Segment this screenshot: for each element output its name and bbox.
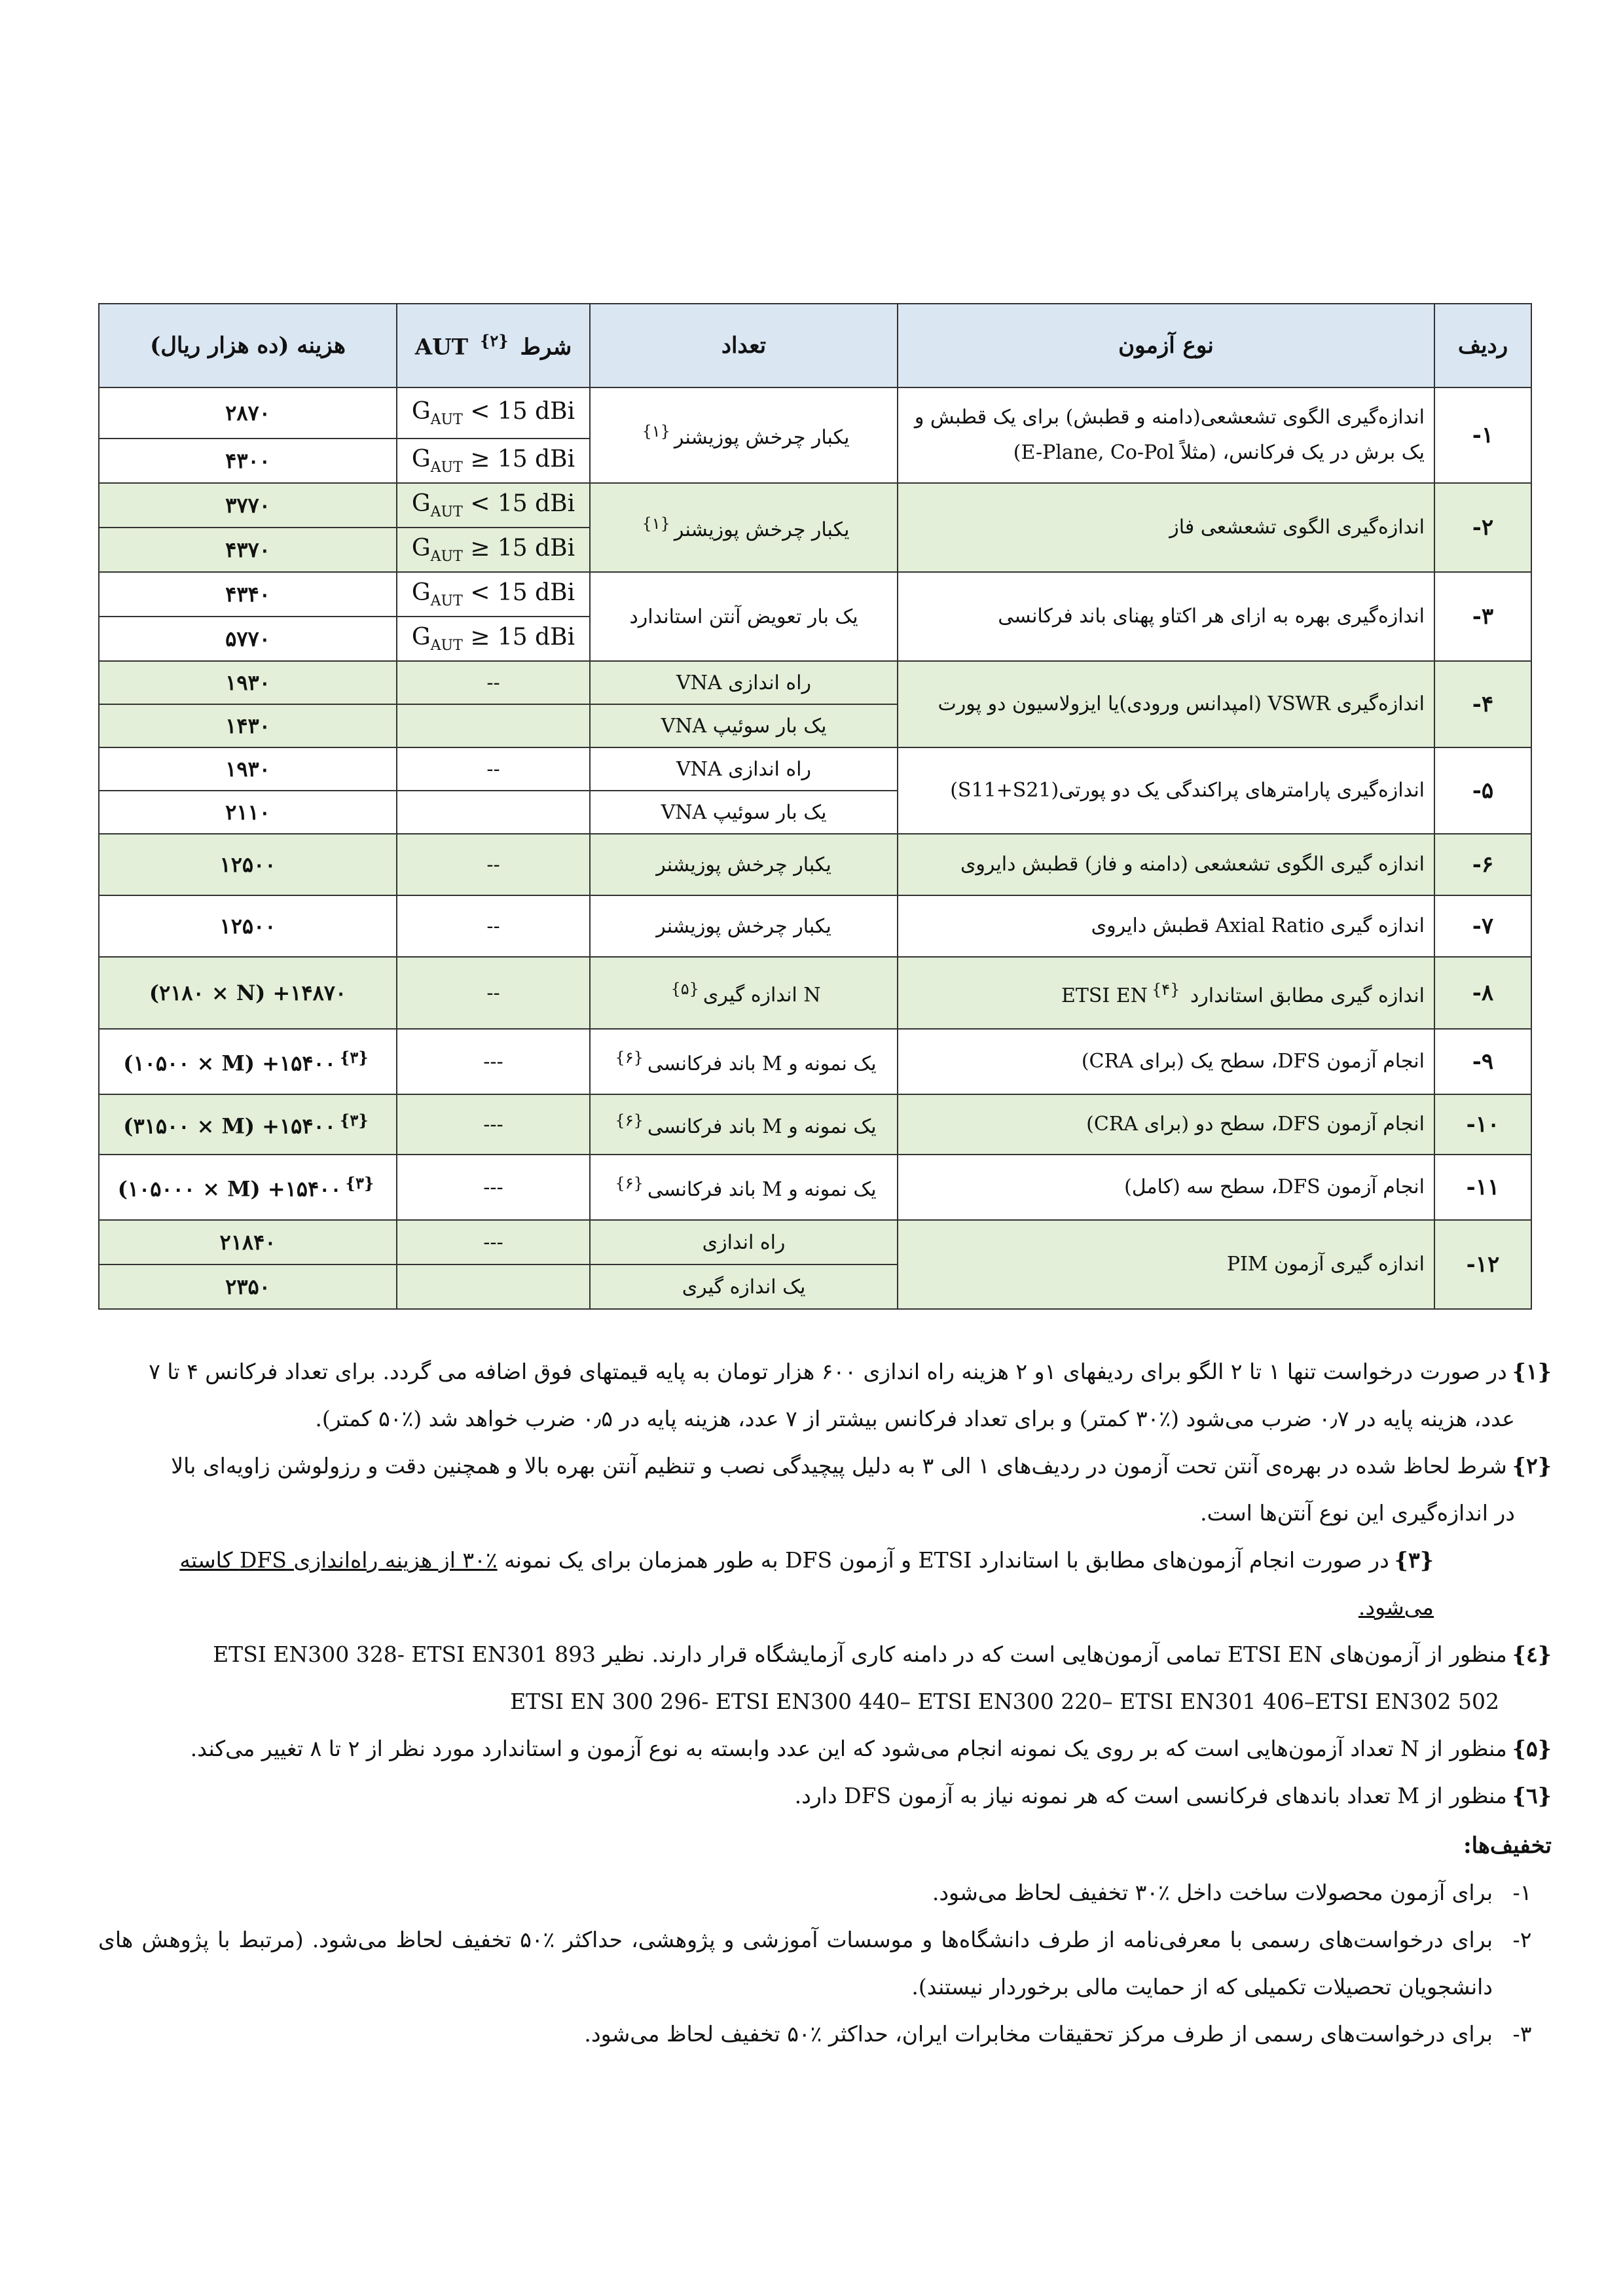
discount-number: ۳- — [1512, 2021, 1532, 2047]
price-table — [98, 303, 1532, 1310]
footnote-5 — [98, 1725, 1552, 1772]
row-number: ۱۱- — [1434, 1155, 1531, 1220]
row-number: ۱۲- — [1434, 1220, 1531, 1309]
footnote-text-underlined: ٪۳۰ از هزینه راه‌اندازی DFS کاسته می‌شود. — [179, 1547, 1434, 1620]
count-cell: یک اندازه گیری — [590, 1265, 898, 1309]
footnote-text-cont: عدد، هزینه پایه در ۰٫۷ ضرب می‌شود (٪۳۰ کمتر) و برای تعداد فرکانس بیشتر از ۷ عدد، هزینه پایه در ۰٫۵ ضرب خواهد شد (٪۵۰ کمتر). — [315, 1406, 1515, 1431]
footnote-2 — [98, 1443, 1552, 1537]
row-number: ۶- — [1434, 834, 1531, 895]
cost-cell: ۴۳۴۰ — [99, 572, 397, 617]
footnote-text: منظور از M تعداد باندهای فرکانسی است که هر نمونه نیاز به آزمون DFS دارد. — [794, 1783, 1507, 1808]
header-row-no: ردیف — [1434, 304, 1531, 387]
cost-cell: ۳۷۷۰ — [99, 483, 397, 528]
footnote-text: منظور از آزمون‌های ETSI EN تمامی آزمون‌هایی است که در دامنه کاری آزمایشگاه قرار دارند. نظیر ETSI EN300 328- ETSI EN301 893 — [213, 1641, 1507, 1667]
condition-cell — [397, 387, 590, 439]
condition-cell — [397, 483, 590, 528]
count-cell — [590, 387, 898, 483]
cost-cell: ۲۱۸۴۰ — [99, 1220, 397, 1265]
row-number: ۳- — [1434, 572, 1531, 661]
count-cell: یکبار چرخش پوزیشنر — [590, 834, 898, 895]
condition-cell — [397, 528, 590, 572]
discount-text: برای درخواست‌های رسمی با معرفی‌نامه از طرف دانشگاه‌ها و موسسات آموزشی و پژوهشی، حداکثر ٪۵۰ تخفیف لحاظ می‌شود. (مرتبط با پژوهش های دانشجویان تحصیلات تکمیلی که از حمایت مالی برخوردار نیستند). — [98, 1927, 1493, 2000]
footnote-1 — [98, 1348, 1552, 1443]
cost-cell: ۲۱۱۰ — [99, 791, 397, 834]
cost-cell — [99, 1155, 397, 1220]
gain-symbol: G — [411, 623, 431, 651]
gain-sub: AUT — [430, 504, 463, 521]
cost-cell: ۱۲۵۰۰ — [99, 895, 397, 957]
gain-threshold: < 15 dBi — [462, 397, 575, 425]
condition-cell: --- — [397, 1094, 590, 1155]
table-row — [99, 957, 1531, 1029]
row-number: ۵- — [1434, 747, 1531, 834]
cost-cell: ۲۸۷۰ — [99, 387, 397, 439]
cost-cell: ۱۲۵۰۰ — [99, 834, 397, 895]
discounts-title: تخفیف‌ها: — [1463, 1833, 1552, 1859]
cost-cell: ۱۹۳۰ — [99, 661, 397, 704]
gain-threshold: ≥ 15 dBi — [462, 445, 575, 473]
gain-sub: AUT — [430, 548, 463, 565]
gain-sub: AUT — [430, 593, 463, 610]
header-condition — [397, 304, 590, 387]
condition-cell: -- — [397, 661, 590, 704]
cost-cell: ۴۳۷۰ — [99, 528, 397, 572]
condition-cell — [397, 572, 590, 617]
test-type: اندازه گیری مطابق استاندارد ETSI EN — [1061, 984, 1425, 1007]
discount-text: برای درخواست‌های رسمی از طرف مرکز تحقیقات مخابرات ایران، حداکثر ٪۵۰ تخفیف لحاظ می‌شود. — [584, 2021, 1493, 2047]
gain-symbol: G — [411, 445, 431, 473]
footnote-key: {۵} — [1512, 1736, 1552, 1761]
cost-value: (۱۰۵۰۰۰ × M) +۱۵۴۰۰ — [117, 1176, 342, 1202]
count-cell: یک بار سوئیپ VNA — [590, 791, 898, 834]
discount-item — [98, 2011, 1552, 2058]
count-note: {۵} — [670, 979, 699, 998]
condition-cell-empty — [397, 704, 590, 747]
footnote-4 — [98, 1631, 1552, 1725]
test-type: اندازه گیری Axial Ratio قطبش دایروی — [898, 895, 1434, 957]
count-note: {۱} — [642, 514, 670, 533]
table-row — [99, 895, 1531, 957]
footnote-key: {۳} — [1394, 1547, 1434, 1573]
gain-sub: AUT — [430, 412, 463, 429]
count-text: یکبار چرخش پوزیشنر — [674, 425, 850, 449]
condition-cell: -- — [397, 834, 590, 895]
discount-item — [98, 1869, 1552, 1916]
header-condition-aut: AUT — [414, 334, 469, 361]
count-cell: یک بار سوئیپ VNA — [590, 704, 898, 747]
count-text: یک نمونه و M باند فرکانسی — [647, 1115, 877, 1138]
discount-text: برای آزمون محصولات ساخت داخل ٪۳۰ تخفیف لحاظ می‌شود. — [932, 1880, 1493, 1905]
header-condition-note: {۲} — [479, 331, 509, 350]
count-note: {۶} — [615, 1174, 644, 1193]
header-cost: هزینه (ده هزار ریال) — [99, 304, 397, 387]
count-cell: راه اندازی — [590, 1220, 898, 1265]
test-type: اندازه‌گیری VSWR (امپدانس ورودی)یا ایزولاسیون دو پورت — [898, 661, 1434, 747]
table-header-row — [99, 304, 1531, 387]
test-type: اندازه‌گیری الگوی تشعشعی(دامنه و قطبش) برای یک قطبش و یک برش در یک فرکانس، (مثلاً E-Plane, Co-Pol) — [898, 387, 1434, 483]
cost-note: {۳} — [339, 1047, 369, 1067]
header-condition-label: شرط — [520, 334, 572, 361]
footnote-3 — [98, 1537, 1552, 1631]
row-number: ۹- — [1434, 1029, 1531, 1094]
row-number: ۱- — [1434, 387, 1531, 483]
count-text: یک نمونه و M باند فرکانسی — [647, 1052, 877, 1075]
table-row — [99, 1155, 1531, 1220]
discount-number: ۲- — [1512, 1927, 1532, 1952]
condition-cell: -- — [397, 957, 590, 1029]
table-row — [99, 1029, 1531, 1094]
cost-cell: ۴۳۰۰ — [99, 439, 397, 483]
test-type: اندازه گیری الگوی تشعشعی (دامنه و فاز) قطبش دایروی — [898, 834, 1434, 895]
count-cell — [590, 957, 898, 1029]
cost-cell: ۱۴۳۰ — [99, 704, 397, 747]
table-row — [99, 483, 1531, 528]
cost-note: {۳} — [339, 1110, 369, 1130]
count-cell: راه اندازی VNA — [590, 661, 898, 704]
test-note: {۴} — [1151, 980, 1180, 999]
count-note: {۶} — [615, 1111, 644, 1130]
row-number: ۱۰- — [1434, 1094, 1531, 1155]
cost-cell: ۲۳۵۰ — [99, 1265, 397, 1309]
count-cell — [590, 1029, 898, 1094]
count-cell — [590, 1155, 898, 1220]
gain-threshold: ≥ 15 dBi — [462, 534, 575, 562]
count-text: N اندازه گیری — [702, 983, 821, 1007]
count-note: {۶} — [615, 1048, 644, 1067]
cost-cell: ۱۹۳۰ — [99, 747, 397, 791]
cost-cell: ۵۷۷۰ — [99, 617, 397, 661]
gain-symbol: G — [411, 397, 431, 425]
condition-cell: --- — [397, 1029, 590, 1094]
footnote-key: {٤} — [1512, 1641, 1552, 1667]
cost-note: {۳} — [345, 1173, 374, 1193]
footnote-key: {۱} — [1512, 1359, 1552, 1384]
condition-cell: -- — [397, 747, 590, 791]
test-type: اندازه‌گیری پارامترهای پراکندگی یک دو پورتی(S11+S21) — [898, 747, 1434, 834]
count-cell — [590, 1094, 898, 1155]
footnote-text-cont: ETSI EN 300 296- ETSI EN300 440– ETSI EN300 220– ETSI EN301 406–ETSI EN302 502 — [510, 1689, 1499, 1714]
discount-number: ۱- — [1512, 1880, 1532, 1905]
count-cell: راه اندازی VNA — [590, 747, 898, 791]
table-row — [99, 661, 1531, 704]
header-test-type: نوع آزمون — [898, 304, 1434, 387]
gain-threshold: < 15 dBi — [462, 579, 575, 606]
row-number: ۴- — [1434, 661, 1531, 747]
condition-cell-empty — [397, 791, 590, 834]
test-type: انجام آزمون DFS، سطح یک (برای CRA) — [898, 1029, 1434, 1094]
condition-cell: --- — [397, 1155, 590, 1220]
footnote-key: {٦} — [1512, 1783, 1552, 1808]
footnote-text: شرط لحاظ شده در بهره‌ی آنتن تحت آزمون در ردیف‌های ۱ الی ۳ به دلیل پیچیدگی نصب و تنظیم آنتن بهره بالا و همچنین دقت و رزولوشن زاویه‌ای بالا — [171, 1453, 1507, 1479]
table-row — [99, 387, 1531, 439]
test-type: انجام آزمون DFS، سطح سه (کامل) — [898, 1155, 1434, 1220]
test-type: انجام آزمون DFS، سطح دو (برای CRA) — [898, 1094, 1434, 1155]
test-type: اندازه گیری آزمون PIM — [898, 1220, 1434, 1309]
footnote-text-cont: در اندازه‌گیری این نوع آنتن‌ها است. — [1200, 1500, 1515, 1526]
condition-cell-empty — [397, 1265, 590, 1309]
footnotes — [98, 1348, 1552, 2058]
footnote-key: {۲} — [1512, 1453, 1552, 1479]
condition-cell — [397, 439, 590, 483]
test-type-cell — [898, 957, 1434, 1029]
count-cell — [590, 483, 898, 572]
gain-symbol: G — [411, 490, 431, 517]
table-row — [99, 1220, 1531, 1265]
footnote-text: در صورت انجام آزمون‌های مطابق با استاندارد ETSI و آزمون DFS به طور همزمان برای یک نمونه — [497, 1547, 1389, 1573]
gain-threshold: ≥ 15 dBi — [462, 623, 575, 651]
condition-cell: --- — [397, 1220, 590, 1265]
cost-cell — [99, 1029, 397, 1094]
gain-sub: AUT — [430, 459, 463, 476]
count-text: یکبار چرخش پوزیشنر — [674, 518, 850, 541]
condition-cell: -- — [397, 895, 590, 957]
row-number: ۸- — [1434, 957, 1531, 1029]
cost-value: (۳۱۵۰۰ × M) +۱۵۴۰۰ — [123, 1113, 336, 1139]
cost-cell: (۲۱۸۰ × N) +۱۴۸۷۰ — [99, 957, 397, 1029]
condition-cell — [397, 617, 590, 661]
count-note: {۱} — [642, 422, 670, 440]
cost-value: (۱۰۵۰۰ × M) +۱۵۴۰۰ — [123, 1050, 336, 1076]
count-cell: یکبار چرخش پوزیشنر — [590, 895, 898, 957]
gain-symbol: G — [411, 534, 431, 562]
footnote-6 — [98, 1772, 1552, 1820]
gain-threshold: < 15 dBi — [462, 490, 575, 517]
gain-sub: AUT — [430, 637, 463, 655]
table-row — [99, 572, 1531, 617]
test-type: اندازه‌گیری بهره به ازای هر اکتاو پهنای باند فرکانسی — [898, 572, 1434, 661]
header-count: تعداد — [590, 304, 898, 387]
cost-cell — [99, 1094, 397, 1155]
test-type: اندازه‌گیری الگوی تشعشعی فاز — [898, 483, 1434, 572]
table-row — [99, 747, 1531, 791]
footnote-text: منظور از N تعداد آزمون‌هایی است که بر روی یک نمونه انجام می‌شود که این عدد وابسته به نوع آزمون و استاندارد مورد نظر از ۲ تا ۸ تغییر می‌کند. — [190, 1736, 1507, 1761]
count-text: یک نمونه و M باند فرکانسی — [647, 1177, 877, 1201]
table-row — [99, 1094, 1531, 1155]
footnote-text: در صورت درخواست تنها ۱ تا ۲ الگو برای ردیفهای ۱و ۲ هزینه راه اندازی ۶۰۰ هزار تومان به پایه قیمتهای فوق اضافه می گردد. برای تعداد فرکانس ۴ تا ۷ — [149, 1359, 1507, 1384]
count-cell: یک بار تعویض آنتن استاندارد — [590, 572, 898, 661]
discount-item — [98, 1916, 1552, 2011]
row-number: ۲- — [1434, 483, 1531, 572]
gain-symbol: G — [411, 579, 431, 606]
row-number: ۷- — [1434, 895, 1531, 957]
table-row — [99, 834, 1531, 895]
